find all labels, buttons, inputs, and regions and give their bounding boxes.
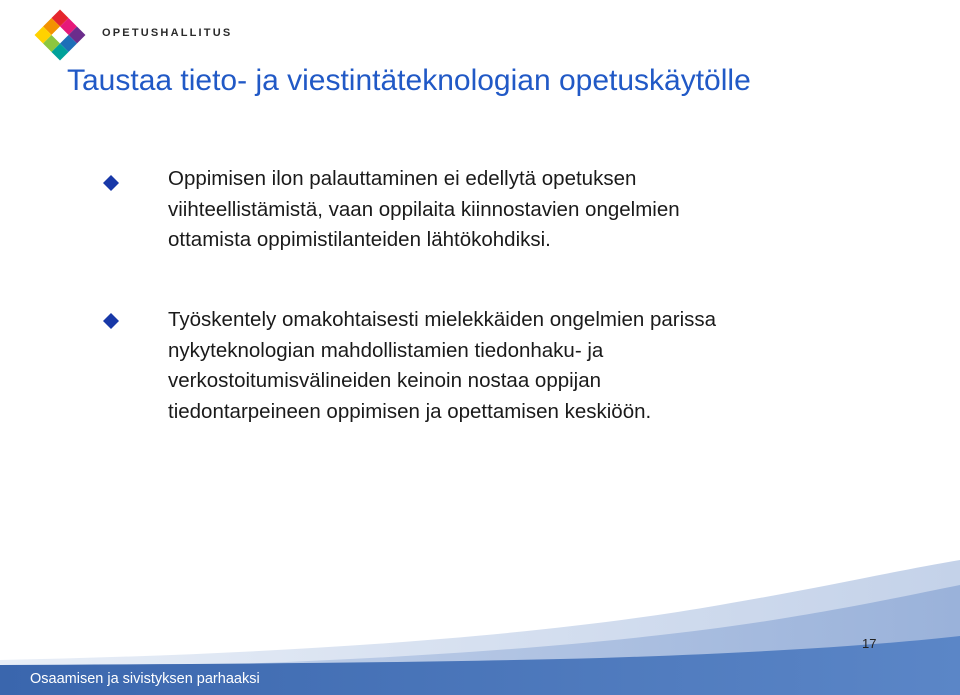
bullet-line: ottamista oppimistilanteiden lähtökohdiksi. [168,228,551,251]
bullet-text [168,164,898,256]
opetushallitus-logo-icon [32,7,88,63]
slide-title: Taustaa tieto- ja viestintäteknologian opetuskäytölle [67,64,751,97]
diamond-bullet-icon [103,175,119,191]
bullet-line: viihteellistämistä, vaan oppilaita kiinnostavien ongelmien [168,197,680,221]
bullet-line: nykyteknologian mahdollistamien tiedonhaku- ja [168,338,604,362]
footer-slogan: Osaamisen ja sivistyksen parhaaksi [30,671,260,687]
diamond-bullet-icon [103,313,119,329]
page-number: 17 [862,636,877,651]
bullet-line: Oppimisen ilon palauttaminen ei edellytä opetuksen [168,167,637,190]
logo-wordmark: OPETUSHALLITUS [102,27,233,39]
bullet-line: tiedontarpeineen oppimisen ja opettamisen keskiöön. [168,399,652,423]
bullet-text [168,305,898,427]
bullet-line: Työskentely omakohtaisesti mielekkäiden ongelmien parissa [168,308,717,331]
bullet-line: verkostoitumisvälineiden keinoin nostaa oppijan [168,369,602,392]
